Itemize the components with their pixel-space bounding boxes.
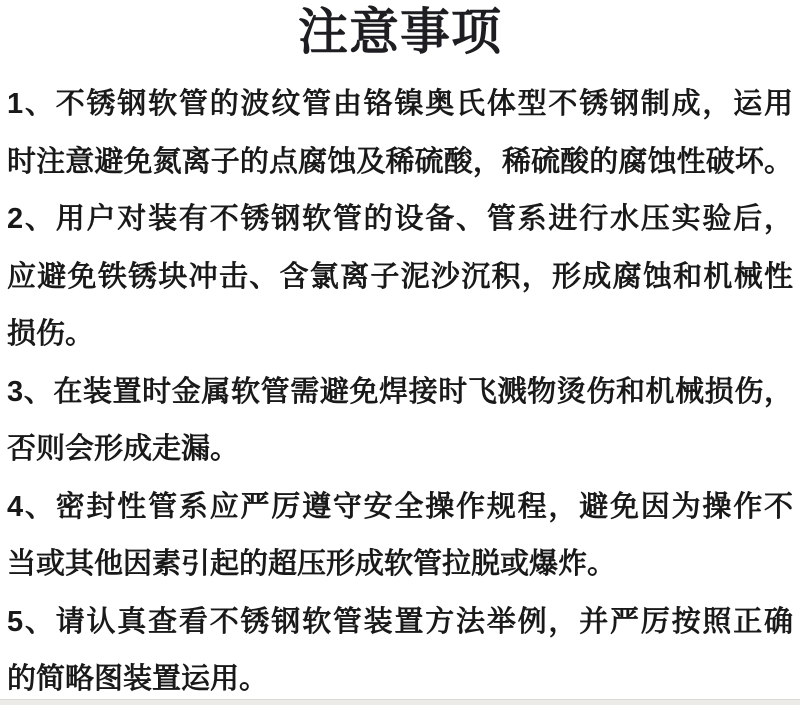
notice-line: 应避免铁锈块冲击、含氯离子泥沙沉积，形成腐蚀和机械性 <box>7 260 793 293</box>
notice-line: 4、密封性管系应严厉遵守安全操作规程，避免因为操作不 <box>7 490 793 523</box>
notice-line: 3、在装置时金属软管需避免焊接时飞溅物烫伤和机械损伤， <box>7 375 793 408</box>
notice-line: 的简略图装置运用。 <box>7 663 269 695</box>
notice-line: 1、不锈钢软管的波纹管由铬镍奥氏体型不锈钢制成，运用 <box>7 88 793 120</box>
notice-line: 2、用户对装有不锈钢软管的设备、管系进行水压实验后， <box>7 203 793 235</box>
notice-list <box>7 76 793 705</box>
notice-item-4 <box>7 479 793 594</box>
notice-item-3 <box>7 364 793 479</box>
notice-line: 损伤。 <box>7 318 95 350</box>
notice-line: 时注意避免氮离子的点腐蚀及稀硫酸，稀硫酸的腐蚀性破坏。 <box>7 145 793 178</box>
page-title: 注意事项 <box>298 4 502 60</box>
notice-line: 否则会形成走漏。 <box>7 433 240 465</box>
notice-line: 当或其他因素引起的超压形成软管拉脱或爆炸。 <box>7 548 617 580</box>
notice-item-1 <box>7 76 793 191</box>
page-bottom-divider <box>0 699 800 705</box>
notice-item-2 <box>7 191 793 364</box>
notice-item-5 <box>7 594 793 705</box>
notice-line: 5、请认真查看不锈钢软管装置方法举例，并严厉按照正确 <box>7 605 793 638</box>
